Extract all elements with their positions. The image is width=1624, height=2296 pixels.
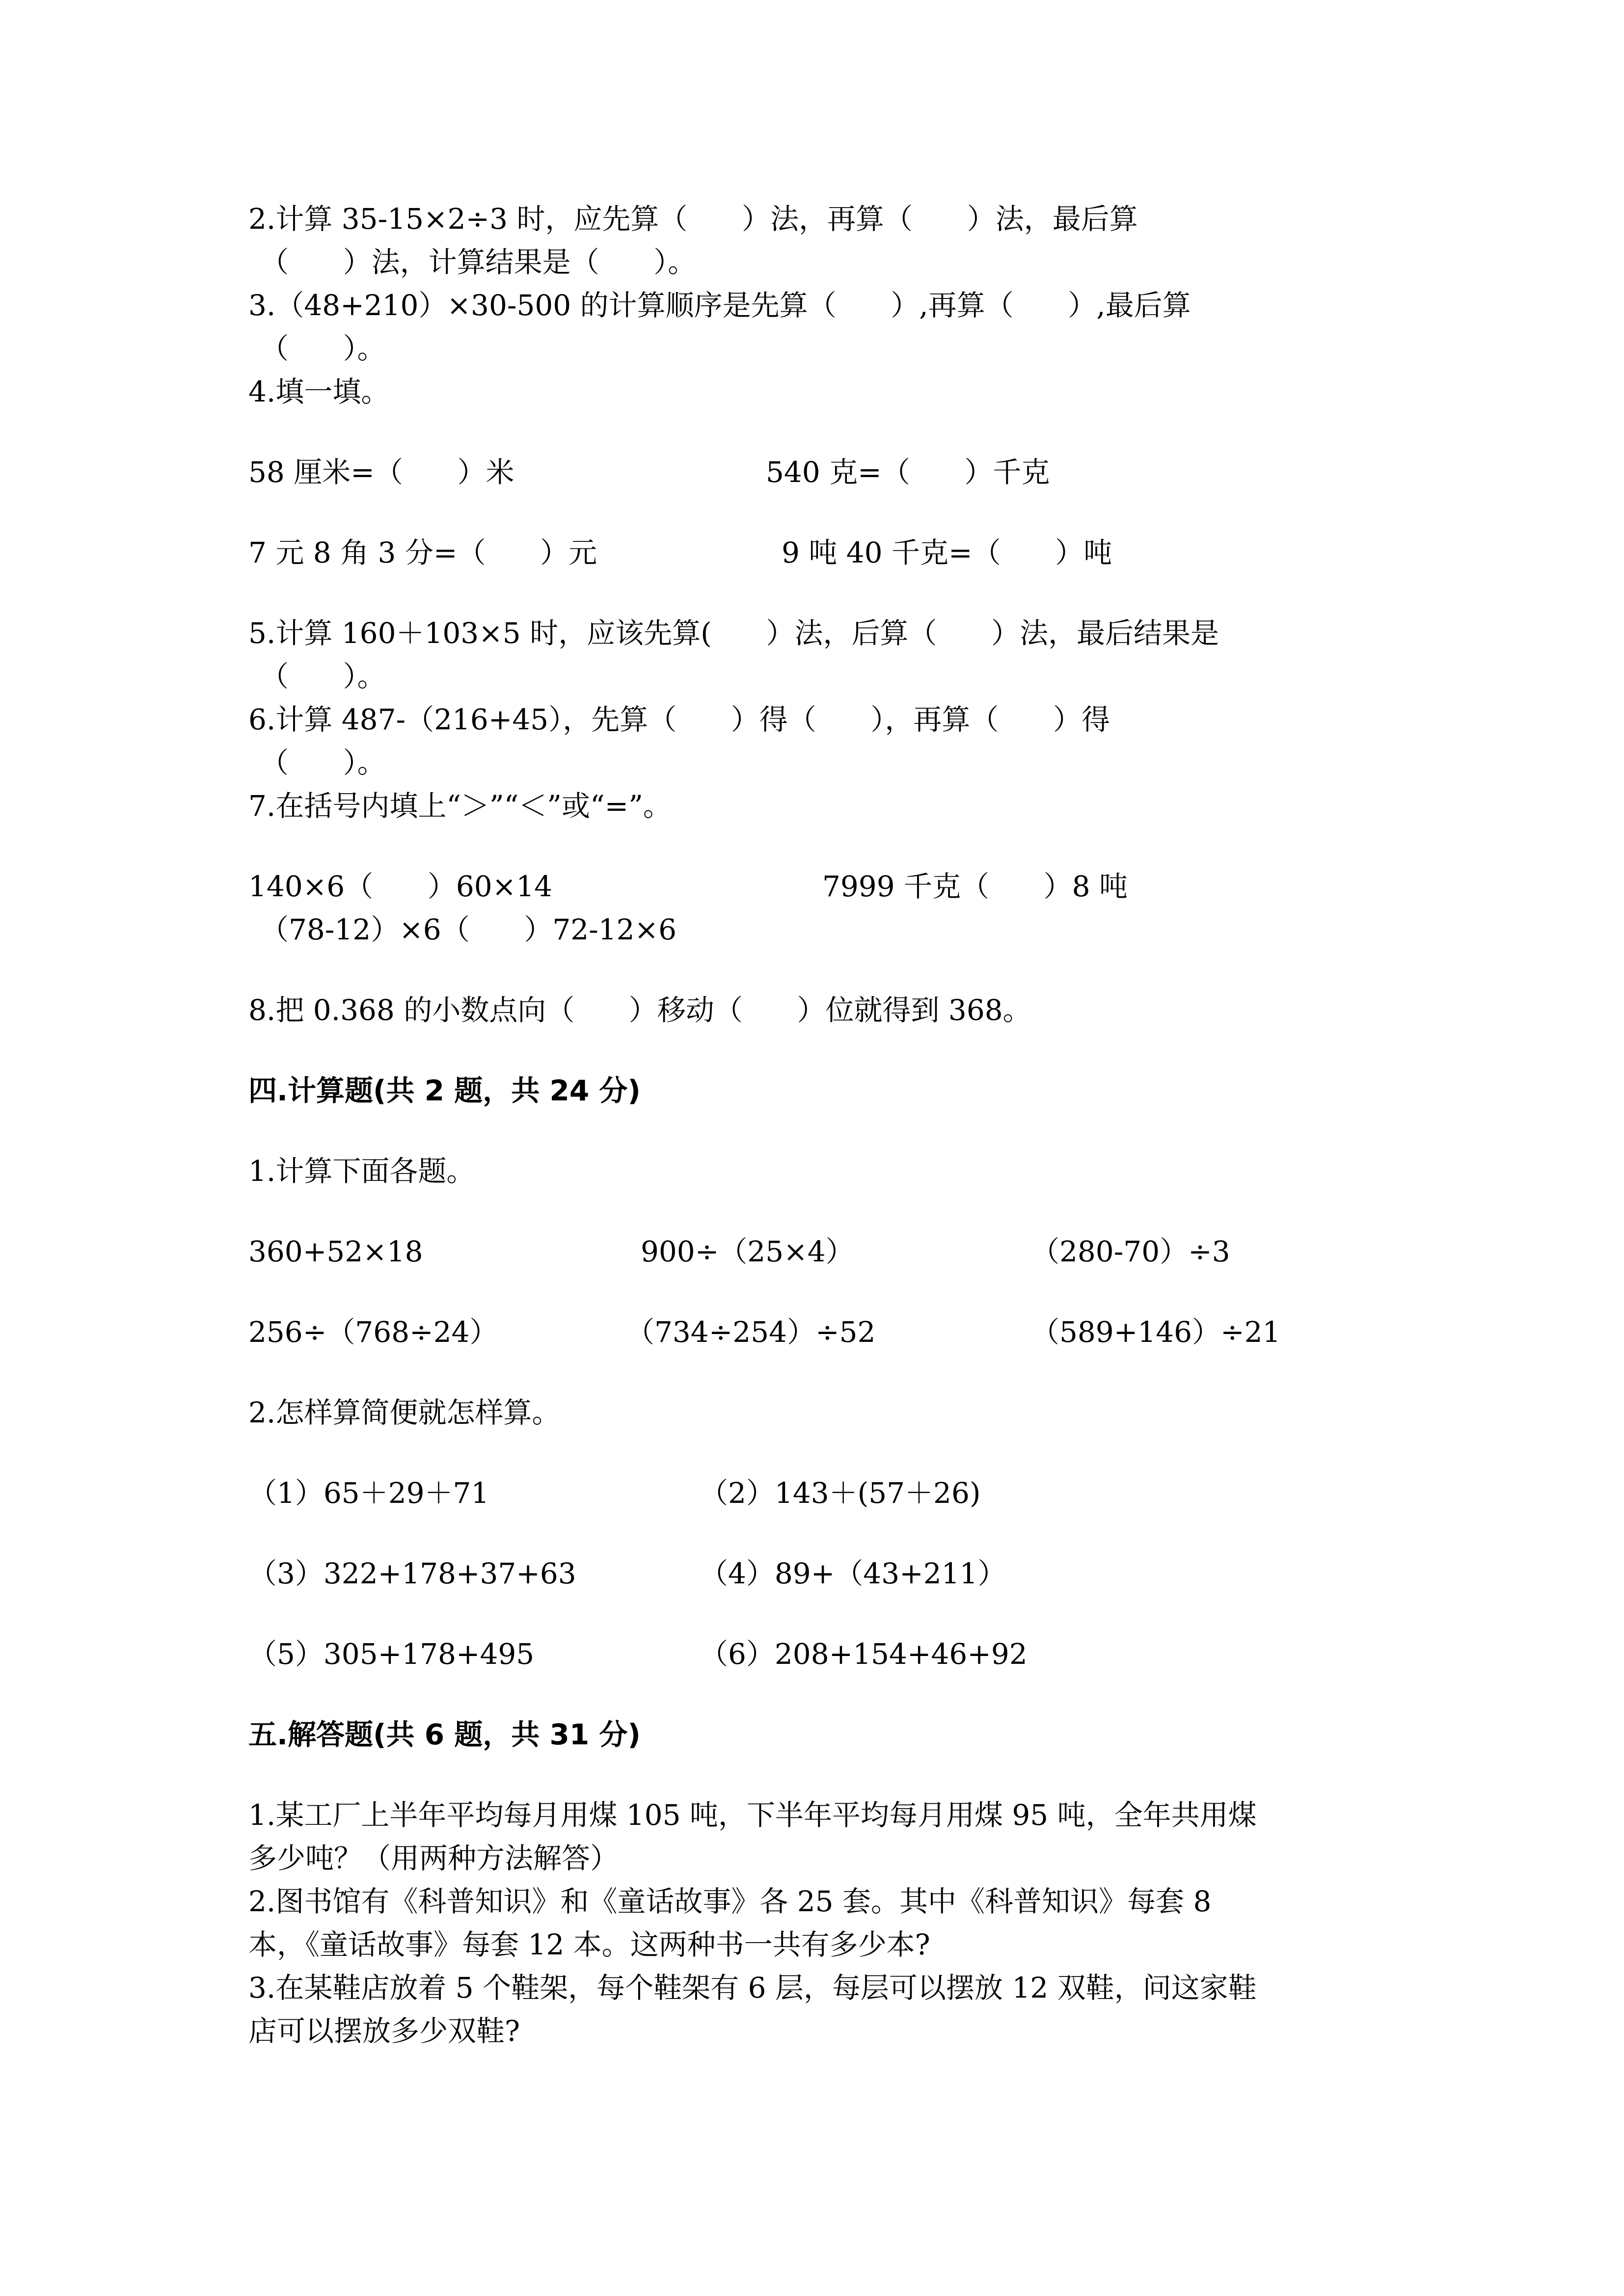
- simplify-item: （2）143＋(57＋26): [700, 1476, 981, 1510]
- calc-item: 360+52×18: [248, 1235, 423, 1268]
- question-4-item-a: 58 厘米=（ ）米: [248, 455, 514, 489]
- question-4-item-c: 7 元 8 角 3 分=（ ）元: [248, 536, 597, 569]
- problem-3-line-2: 店可以摆放多少双鞋?: [248, 2014, 520, 2048]
- problem-2-line-1: 2.图书馆有《科普知识》和《童话故事》各 25 套。其中《科普知识》每套 8: [248, 1885, 1212, 1918]
- question-3-line-2: （ ）。: [260, 332, 386, 365]
- simplify-item: （5）305+178+495: [248, 1637, 535, 1671]
- simplify-item: （6）208+154+46+92: [700, 1637, 1028, 1671]
- problem-1-line-1: 1.某工厂上半年平均每月用煤 105 吨，下半年平均每月用煤 95 吨，全年共用煤: [248, 1798, 1257, 1832]
- question-4-item-d: 9 吨 40 千克=（ ）吨: [782, 536, 1112, 569]
- question-4-item-b: 540 克=（ ）千克: [766, 455, 1050, 489]
- simplify-item: （4）89+（43+211）: [700, 1557, 1006, 1590]
- question-4-title: 4.填一填。: [248, 375, 390, 408]
- question-7-item-c: （78-12）×6（ ）72-12×6: [260, 913, 677, 946]
- problem-1-line-2: 多少吨？（用两种方法解答）: [248, 1842, 619, 1875]
- question-7-item-b: 7999 千克（ ）8 吨: [822, 870, 1128, 903]
- question-7-title: 7.在括号内填上“＞”“＜”或“=”。: [248, 789, 672, 823]
- calc-item: 256÷（768÷24）: [248, 1315, 498, 1349]
- section-4-q2-title: 2.怎样算简便就怎样算。: [248, 1396, 561, 1429]
- section-4-heading: 四.计算题(共 2 题，共 24 分): [248, 1074, 641, 1107]
- simplify-item: （1）65＋29＋71: [248, 1476, 489, 1510]
- question-2-line-2: （ ）法，计算结果是（ ）。: [260, 245, 697, 279]
- question-5-line-2: （ ）。: [260, 660, 386, 693]
- calc-item: （589+146）÷21: [1031, 1315, 1281, 1349]
- problem-2-line-2: 本，《童话故事》每套 12 本。这两种书一共有多少本?: [248, 1928, 930, 1961]
- question-2-line-1: 2.计算 35-15×2÷3 时，应先算（ ）法，再算（ ）法，最后算: [248, 202, 1138, 236]
- question-8: 8.把 0.368 的小数点向（ ）移动（ ）位就得到 368。: [248, 993, 1031, 1027]
- problem-3-line-1: 3.在某鞋店放着 5 个鞋架，每个鞋架有 6 层，每层可以摆放 12 双鞋，问这家鞋: [248, 1971, 1257, 2004]
- section-4-q1-title: 1.计算下面各题。: [248, 1154, 475, 1188]
- calc-item: （280-70）÷3: [1031, 1235, 1230, 1268]
- question-3-line-1: 3.（48+210）×30-500 的计算顺序是先算（ ）,再算（ ）,最后算: [248, 289, 1191, 322]
- section-5-heading: 五.解答题(共 6 题，共 31 分): [248, 1718, 641, 1751]
- calc-item: 900÷（25×4）: [641, 1235, 854, 1268]
- question-6-line-2: （ ）。: [260, 746, 386, 779]
- question-5-line-1: 5.计算 160＋103×5 时，应该先算( ）法，后算（ ）法，最后结果是: [248, 616, 1219, 650]
- question-6-line-1: 6.计算 487-（216+45），先算（ ）得（ ），再算（ ）得: [248, 703, 1110, 736]
- simplify-item: （3）322+178+37+63: [248, 1557, 576, 1590]
- calc-item: （734÷254）÷52: [626, 1315, 876, 1349]
- question-7-item-a: 140×6（ ）60×14: [248, 870, 553, 903]
